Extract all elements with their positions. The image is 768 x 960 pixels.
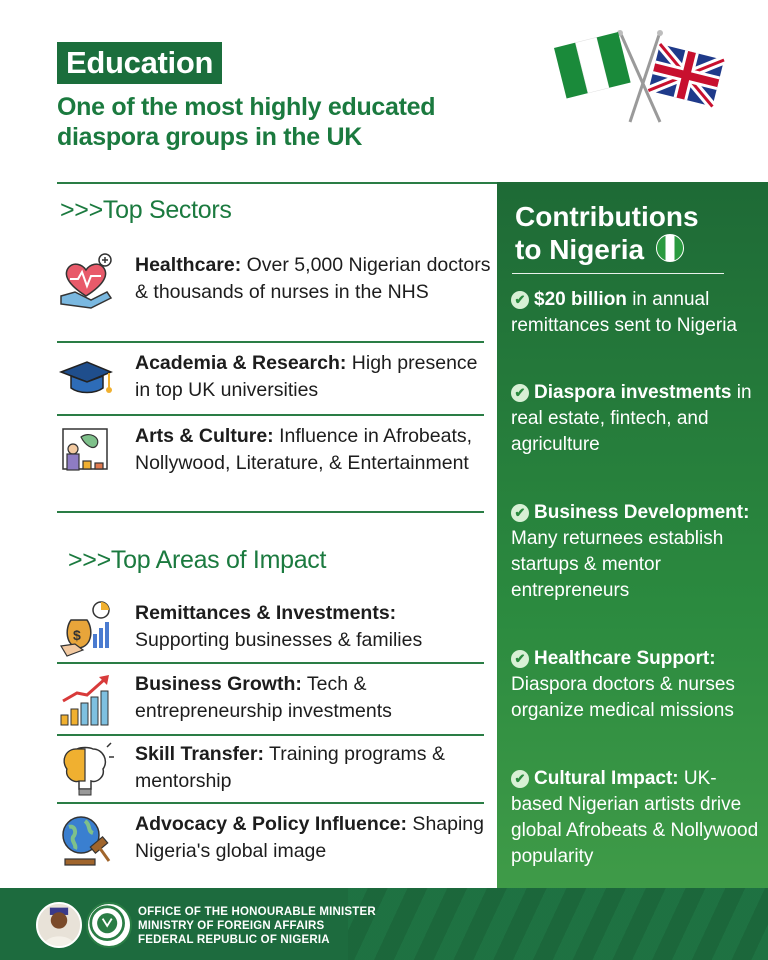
contribution-text: Diaspora doctors & nurses organize medical missions (511, 674, 735, 721)
contribution-bold: Cultural Impact: (534, 768, 679, 789)
contribution-bold: Diaspora investments (534, 382, 732, 403)
footer-line1: OFFICE OF THE HONOURABLE MINISTER (138, 906, 376, 918)
footer-pattern (348, 888, 768, 960)
divider (57, 802, 484, 804)
impact-text: Training programs & mentorship (135, 743, 445, 792)
divider (57, 511, 484, 513)
page-subtitle: One of the most highly educated diaspora groups in the UK (57, 93, 436, 151)
contribution-item (511, 380, 761, 458)
sector-text: High presence in top UK universities (135, 352, 478, 401)
contributions-title (515, 200, 699, 266)
impact-title: Skill Transfer: (135, 743, 264, 765)
contribution-bold: Business Development: (534, 502, 750, 523)
seal-icon (88, 904, 130, 946)
sector-text: Influence in Afrobeats, Nollywood, Literature, & Entertainment (135, 425, 473, 474)
contribution-bold: Healthcare Support: (534, 648, 716, 669)
contribution-item (511, 766, 761, 870)
money-bag-chart-icon (57, 600, 115, 658)
footer-line3: FEDERAL REPUBLIC OF NIGERIA (138, 934, 330, 946)
check-icon: ✔ (511, 770, 529, 788)
minister-avatar (36, 902, 82, 948)
divider (57, 341, 484, 343)
artist-easel-icon (57, 423, 115, 481)
impact-text: Tech & entrepreneurship investments (135, 673, 392, 722)
divider (57, 662, 484, 664)
top-divider (57, 182, 498, 184)
nigeria-flag-icon (656, 234, 684, 262)
footer-text (138, 905, 376, 947)
footer-line2: MINISTRY OF FOREIGN AFFAIRS (138, 920, 325, 932)
contributions-panel (497, 182, 768, 888)
impact-title: Business Growth: (135, 673, 302, 695)
svg-text:$: $ (73, 627, 81, 643)
contribution-text: Many returnees establish startups & mentor entrepreneurs (511, 528, 724, 601)
heart-hand-icon (57, 252, 115, 310)
check-icon: ✔ (511, 291, 529, 309)
contributions-title-line1: Contributions (515, 201, 699, 232)
education-badge: Education (57, 42, 222, 84)
contribution-text: UK-based Nigerian artists drive global Afrobeats & Nollywood popularity (511, 768, 759, 867)
contribution-item (511, 500, 761, 604)
panel-divider (512, 273, 724, 274)
contribution-item (511, 287, 761, 339)
crossed-flags-icon (548, 30, 733, 130)
check-icon: ✔ (511, 384, 529, 402)
sector-title: Academia & Research: (135, 352, 347, 374)
contribution-text: in annual remittances sent to Nigeria (511, 289, 737, 336)
divider (57, 734, 484, 736)
graduation-cap-icon (57, 350, 115, 408)
contribution-item (511, 646, 761, 724)
impact-text: Shaping Nigeria's global image (135, 813, 484, 862)
divider (57, 414, 484, 416)
impact-text: Supporting businesses & families (135, 629, 423, 651)
sector-title: Arts & Culture: (135, 425, 274, 447)
check-icon: ✔ (511, 504, 529, 522)
sector-text: Over 5,000 Nigerian doctors & thousands of nurses in the NHS (135, 254, 491, 303)
impact-title: Remittances & Investments: (135, 602, 397, 624)
impact-areas-heading: >>>Top Areas of Impact (68, 546, 327, 574)
coat-of-arms-seal (86, 902, 132, 948)
growth-chart-icon (57, 671, 115, 729)
contributions-title-line2: to Nigeria (515, 234, 645, 265)
person-icon (38, 904, 80, 946)
globe-gavel-icon (57, 811, 115, 869)
contribution-bold: $20 billion (534, 289, 627, 310)
top-sectors-heading: >>>Top Sectors (60, 196, 232, 224)
contribution-text: in real estate, fintech, and agriculture (511, 382, 752, 455)
sector-title: Healthcare: (135, 254, 242, 276)
impact-title: Advocacy & Policy Influence: (135, 813, 408, 835)
brain-bulb-icon (57, 741, 115, 799)
check-icon: ✔ (511, 650, 529, 668)
